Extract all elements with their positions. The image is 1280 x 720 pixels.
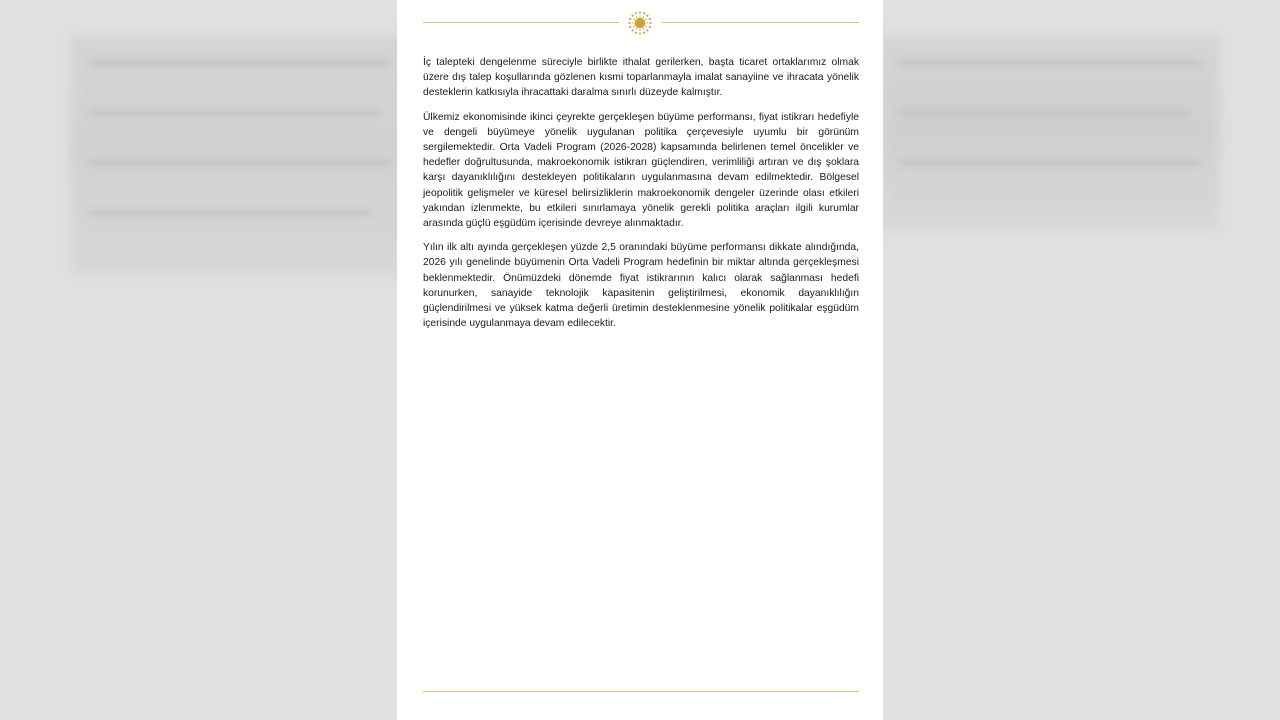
blurred-text-line — [900, 160, 1200, 166]
paragraph-3: Yılın ilk altı ayında gerçekleşen yüzde 2,5 oranındaki büyüme performansı dikkate alındığında, 2026 yılı genelinde büyümenin Orta Vadeli Program hedefinin bir miktar altında gerçekleşmesi beklenmektedir. Önümüzdeki dönemde fiyat istikrarının kalıcı olarak sağlanması hedefi korunurken, sanayide teknolojik kapasitenin geliştirilmesi, ekonomik dayanıklılığın güçlendirilmesi ve yüksek katma değerli üretimin desteklenmesine yönelik politikalar eşgüdüm içerisinde uygulanmaya devam edilecektir. — [423, 242, 859, 330]
blurred-page-left — [70, 35, 410, 275]
document-body — [423, 55, 859, 340]
paragraph-1: İç talepteki dengelenme süreciyle birlikte ithalat gerilerken, başta ticaret ortaklarımız olmak üzere dış talep koşullarında gözlenen kısmi toparlanmayla imalat sanayiine ve ihracata yönelik desteklerin katkısıyla ihracattaki daralma sınırlı düzeyde kalmıştır. — [423, 57, 859, 99]
document-page — [397, 0, 883, 720]
emblem-star — [635, 12, 637, 14]
emblem-ray — [645, 26, 647, 27]
emblem-star — [629, 18, 631, 20]
emblem-star — [631, 29, 633, 31]
header-rule-right — [662, 22, 859, 23]
footer-rule — [423, 691, 859, 692]
emblem-star — [628, 22, 630, 24]
header-rule-left — [423, 22, 619, 23]
emblem-star — [629, 26, 631, 28]
emblem-ray — [636, 28, 637, 30]
emblem-star — [631, 14, 633, 16]
blurred-text-line — [90, 210, 370, 216]
emblem-star — [643, 12, 645, 14]
blurred-text-line — [90, 160, 390, 166]
emblem-star — [649, 22, 651, 24]
emblem-star — [635, 32, 637, 34]
emblem-star — [649, 18, 651, 20]
emblem-star — [646, 14, 648, 16]
blurred-text-line — [900, 110, 1190, 116]
blurred-text-line — [90, 110, 380, 116]
emblem-ray — [645, 19, 647, 20]
emblem-star — [639, 11, 641, 13]
emblem-ray — [643, 16, 644, 18]
emblem-ray — [643, 28, 644, 30]
blurred-text-line — [900, 60, 1200, 66]
emblem-ray — [633, 19, 635, 20]
emblem-star — [649, 26, 651, 28]
emblem-ray — [636, 16, 637, 18]
sun-emblem-icon — [626, 9, 654, 37]
emblem-star — [646, 29, 648, 31]
emblem-star — [643, 32, 645, 34]
blurred-text-line — [90, 60, 390, 66]
emblem-ray — [633, 26, 635, 27]
emblem-star — [639, 32, 641, 34]
paragraph-2: Ülkemiz ekonomisinde ikinci çeyrekte gerçekleşen büyüme performansı, fiyat istikrarı hedefiyle ve dengeli büyümeye yönelik uygulanan politika çerçevesiyle uyumlu bir görünüm sergilemektedir. Orta Vadeli Program (2026-2028) kapsamında belirlenen temel öncelikler ve hedefler doğrultusunda, makroekonomik istikrarı güçlendiren, verimliliği artıran ve dış şoklara karşı dayanıklılığını destekleyen politikaların uygulanmasına devam edilmektedir. Bölgesel jeopolitik gelişmeler ve küresel belirsizliklerin makroekonomik dengeler üzerinde olası etkileri yakından izlenmekte, bu etkileri sınırlamaya yönelik gerekli politika araçları ilgili kurumlar arasında güçlü eşgüdüm içerisinde devreye alınmaktadır. — [423, 111, 859, 230]
